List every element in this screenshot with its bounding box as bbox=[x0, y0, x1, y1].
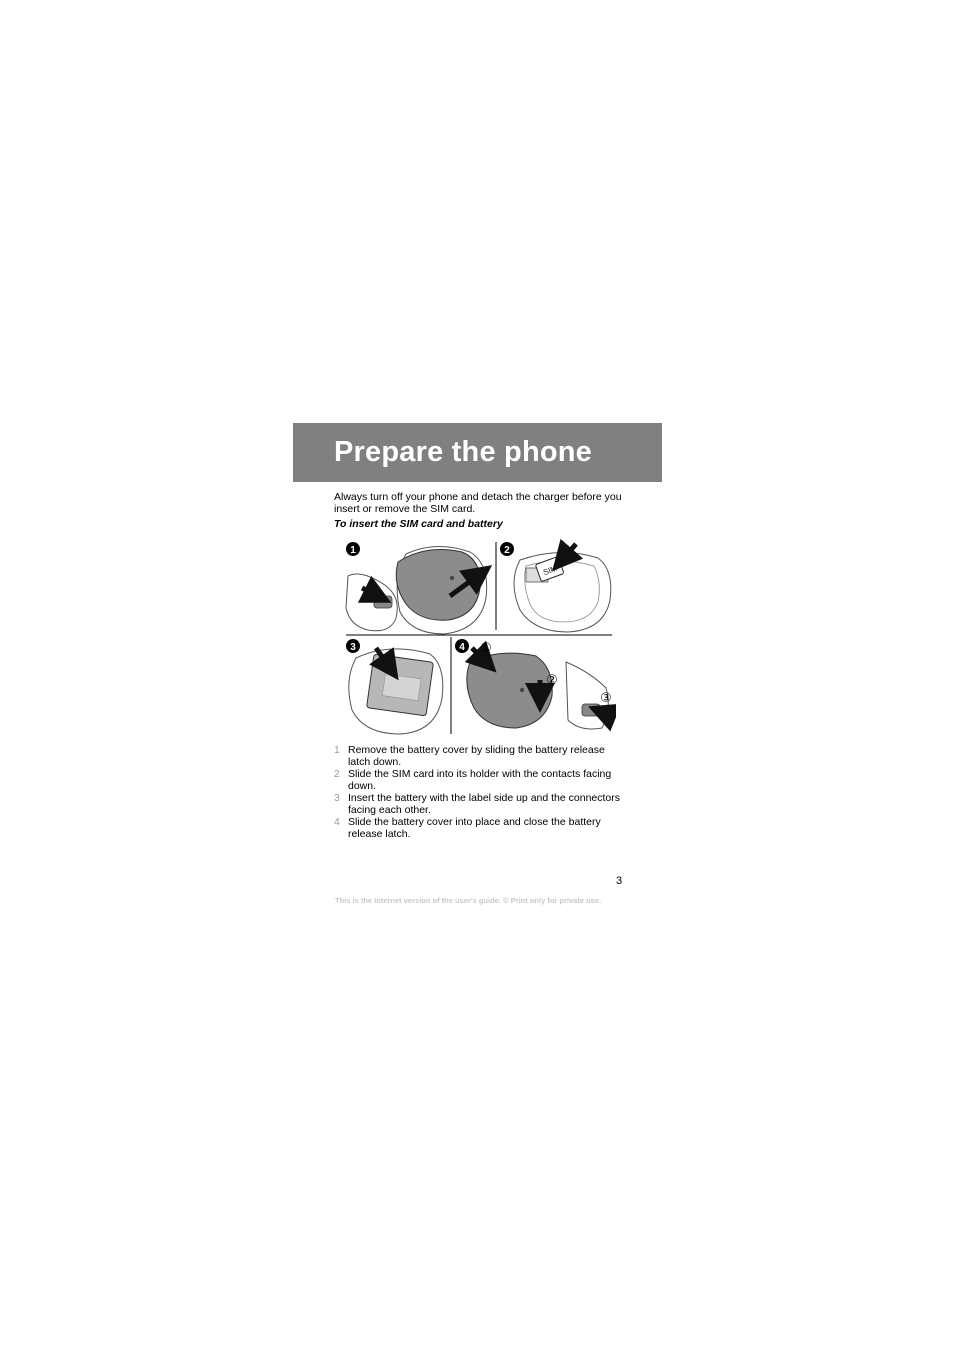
sub-step-2: ② bbox=[546, 673, 558, 688]
panel-1 bbox=[346, 542, 487, 634]
step-item bbox=[334, 816, 624, 840]
procedure-heading: To insert the SIM card and battery bbox=[334, 518, 503, 530]
sub-step-1: ① bbox=[480, 641, 492, 656]
page-number: 3 bbox=[616, 875, 623, 887]
step-item bbox=[334, 768, 624, 792]
step-number: 1 bbox=[334, 744, 340, 756]
step-text: Remove the battery cover by sliding the battery release latch down. bbox=[348, 744, 605, 768]
title-band bbox=[293, 423, 662, 482]
step-text: Slide the SIM card into its holder with the contacts facing down. bbox=[348, 768, 612, 792]
step-number: 2 bbox=[334, 768, 340, 780]
cover-logo bbox=[450, 576, 454, 580]
release-latch-4 bbox=[582, 704, 600, 716]
intro-paragraph: Always turn off your phone and detach the charger before you insert or remove the SIM card. bbox=[334, 491, 622, 515]
sub-step-3: ③ bbox=[600, 691, 612, 706]
phone-open-outline bbox=[514, 552, 611, 632]
step-marker-1-label: 1 bbox=[350, 545, 356, 556]
step-number: 4 bbox=[334, 816, 340, 828]
battery-label bbox=[382, 674, 421, 701]
sim-battery-illustration bbox=[340, 538, 616, 738]
cover-logo-4 bbox=[520, 688, 524, 692]
sim-card-label: SIM bbox=[541, 563, 559, 578]
panel-2 bbox=[500, 542, 611, 632]
instruction-steps bbox=[334, 744, 624, 840]
step-marker-4-label: 4 bbox=[459, 642, 465, 653]
step-item bbox=[334, 792, 624, 816]
footer-note: This is the Internet version of the user's guide. © Print only for private use. bbox=[335, 896, 602, 905]
step-number: 3 bbox=[334, 792, 340, 804]
step-item bbox=[334, 744, 624, 768]
panel-3 bbox=[346, 639, 443, 734]
step-marker-2-label: 2 bbox=[504, 545, 510, 556]
page-title: Prepare the phone bbox=[334, 436, 593, 468]
panel-4 bbox=[455, 639, 612, 729]
step-text: Slide the battery cover into place and close the battery release latch. bbox=[348, 816, 601, 840]
step-text: Insert the battery with the label side up and the connectors facing each other. bbox=[348, 792, 621, 816]
step-marker-3-label: 3 bbox=[350, 642, 356, 653]
